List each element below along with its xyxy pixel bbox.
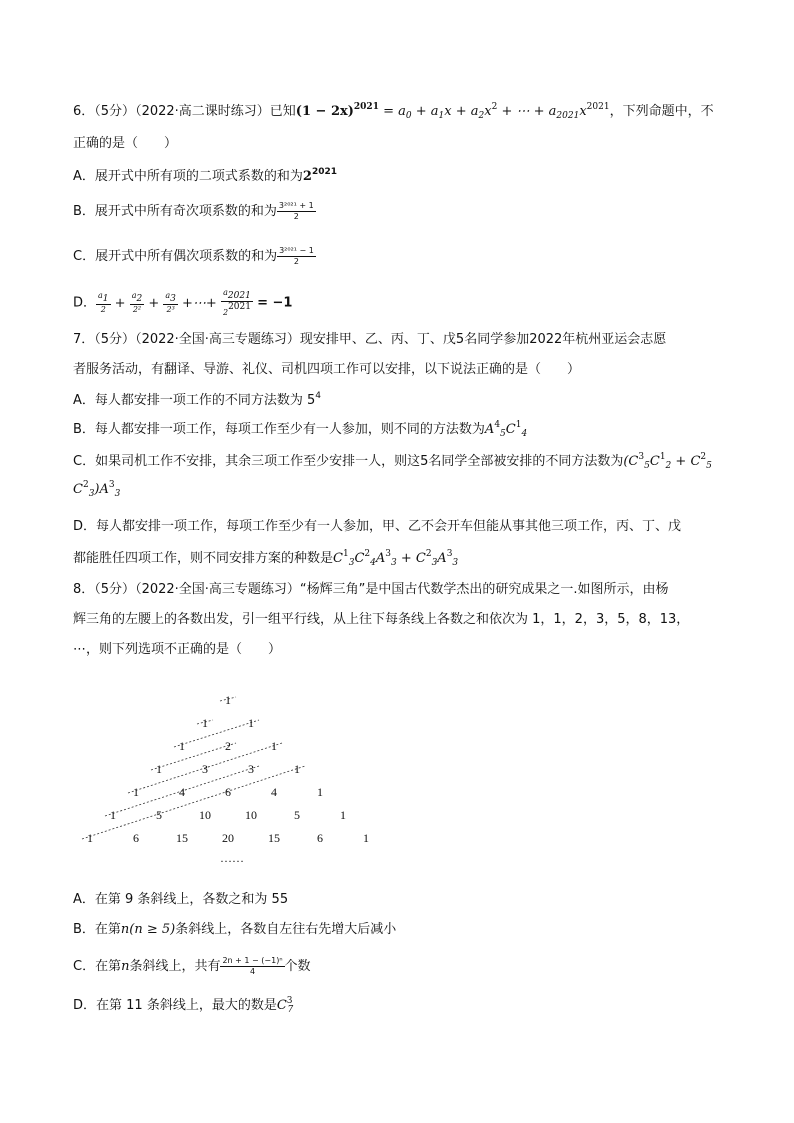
- q6-stem-line2: 正确的是（ ）: [73, 136, 178, 151]
- option-text: A．每人都安排一项工作的不同方法数为 5: [73, 393, 316, 408]
- triangle-number: 1: [294, 762, 300, 776]
- option-label: D．: [73, 295, 97, 311]
- triangle-number: 1: [271, 739, 277, 753]
- question-text: “杨辉三角”是中国古代数学杰出的研究成果之一.如图所示，由杨: [299, 582, 669, 597]
- option-sup: 3: [286, 996, 293, 1006]
- fraction: [277, 246, 316, 267]
- triangle-number: 1: [363, 831, 369, 845]
- yanghui-triangle-figure: [80, 690, 380, 870]
- q8-stem-line2: 辉三角的左腰上的各数出发，引一组平行线，从上往下每条线上各数之和依次为 1，1，2，3，5，8，13，: [73, 612, 690, 627]
- option-math: 2: [302, 169, 312, 184]
- triangle-number: 6: [317, 831, 323, 845]
- question-source: （2022·全国·高三专题练习）: [135, 582, 300, 597]
- triangle-number: 4: [179, 785, 185, 799]
- q7-option-a: [73, 389, 321, 408]
- option-text: A．展开式中所有项的二项式系数的和为: [73, 169, 303, 184]
- denominator: 2: [293, 212, 299, 221]
- q7-option-c-line2: [73, 480, 120, 499]
- triangle-number: 1: [225, 693, 231, 707]
- q7-stem: [73, 328, 666, 347]
- q6-stem: [73, 100, 714, 121]
- triangle-number: 6: [225, 785, 231, 799]
- q6-d-sum: $\frac{a_1}{2}$ + $\frac{a_2}{\text{2²}}$ + $\frac{a_3}{\text{2³}}$ +⋯+ $\frac{a_{2021}}{2^{2021}}$: [98, 288, 251, 317]
- option-text: 条斜线上，各数自左往右先增大后减小: [175, 922, 397, 937]
- q7-option-b: [73, 418, 527, 439]
- option-math: $C^1_3C^2_4A^3_3 + C^2_3A^3_3$: [333, 549, 459, 568]
- question-score: （5分）: [94, 332, 136, 347]
- q8-option-a: A．在第 9 条斜线上，各数之和为 55: [73, 892, 289, 907]
- option-math: $A^4_5C^1_4$: [484, 420, 528, 439]
- q6-option-b: [73, 200, 316, 222]
- triangle-number: 1: [133, 785, 139, 799]
- q7-option-c: [73, 450, 712, 471]
- q8-option-b: [73, 918, 396, 937]
- option-math: = −1: [257, 295, 293, 311]
- denominator: 4: [249, 967, 256, 976]
- triangle-number: 1: [202, 716, 208, 730]
- option-text: C．如果司机工作不安排，其余三项工作至少安排一人，则这5名同学全部被安排的不同方法数为: [73, 454, 624, 469]
- triangle-ellipsis: ……: [220, 851, 244, 865]
- q7-option-d: D．每人都安排一项工作，每项工作至少有一人参加，甲、乙不会开车但能从事其他三项工作，丙、丁、戊: [73, 519, 682, 534]
- option-math: n: [121, 959, 130, 974]
- triangle-number: 5: [294, 808, 300, 822]
- option-text: 条斜线上，共有: [129, 959, 221, 974]
- diagonal-line: [151, 743, 236, 770]
- triangle-number: 20: [222, 831, 234, 845]
- fraction: [220, 956, 284, 977]
- q8-stem-line3: ⋯，则下列选项不正确的是（ ）: [73, 642, 282, 657]
- question-text: 现安排甲、乙、丙、丁、戊5名同学参加2022年杭州亚运会志愿: [299, 332, 667, 347]
- diagonal-line: [174, 720, 259, 747]
- q8-stem: [73, 578, 669, 597]
- numerator: 3²⁰²¹ + 1: [278, 201, 314, 210]
- question-text: ，下列命题中，不: [609, 104, 714, 119]
- option-math-symbol: C: [276, 998, 287, 1013]
- triangle-number: 1: [179, 739, 185, 753]
- triangle-number: 6: [133, 831, 139, 845]
- numerator: 3²⁰²¹ − 1: [279, 246, 314, 255]
- question-text: 已知: [269, 104, 296, 119]
- option-math: ($C^3_5C^1_2 + C^2_5$: [623, 452, 712, 471]
- option-math: [277, 998, 293, 1013]
- question-number: 7．: [73, 332, 95, 347]
- option-exponent: 4: [315, 391, 322, 401]
- triangle-number: 1: [156, 762, 162, 776]
- option-math: n(n ≥ 5): [120, 922, 176, 937]
- question-source: （2022·高二课时练习）: [135, 104, 270, 119]
- q6-option-a: [73, 165, 337, 184]
- q8-option-d: [73, 994, 293, 1015]
- numerator: 2n + 1 − (−1)ⁿ: [222, 956, 283, 965]
- triangle-number: 3: [248, 762, 254, 776]
- q7-stem-line2: 者服务活动，有翻译、导游、礼仪、司机四项工作可以安排，以下说法正确的是（ ）: [73, 362, 581, 377]
- triangle-number: 2: [225, 739, 231, 753]
- triangle-number: 10: [245, 808, 257, 822]
- option-text: 都能胜任四项工作，则不同安排方案的种数是: [73, 551, 334, 566]
- question-score: （5分）: [94, 104, 136, 119]
- q7-option-d-line2: [73, 547, 458, 568]
- option-text: 个数: [284, 959, 311, 974]
- option-math: $C^2_3)A^3_3$: [73, 480, 121, 499]
- option-sub: 7: [287, 1005, 294, 1015]
- option-text: C．在第: [73, 959, 122, 974]
- triangle-number: 15: [176, 831, 188, 845]
- fraction: [277, 201, 316, 222]
- triangle-number: 1: [248, 716, 254, 730]
- option-text: C．展开式中所有偶次项系数的和为: [73, 249, 278, 264]
- option-text: B．每人都安排一项工作，每项工作至少有一人参加，则不同的方法数为: [73, 422, 485, 437]
- triangle-numbers: [87, 693, 369, 845]
- triangle-number: 1: [110, 808, 116, 822]
- option-text: B．在第: [73, 922, 121, 937]
- option-text: D．在第 11 条斜线上，最大的数是: [73, 998, 277, 1013]
- q6-formula: $(1 - 2x)^{2021} = a_0 + a_1x + a_2x^2$ + ⋯ + $a_{2021}x^{2021}$: [295, 102, 610, 121]
- triangle-number: 1: [317, 785, 323, 799]
- q8-option-c: [73, 955, 311, 977]
- triangle-number: 10: [199, 808, 211, 822]
- question-number: 6．: [73, 104, 95, 119]
- denominator: 2: [293, 257, 300, 266]
- option-text: B．展开式中所有奇次项系数的和为: [73, 204, 277, 219]
- question-score: （5分）: [94, 582, 136, 597]
- q6-option-c: [73, 245, 316, 267]
- triangle-number: 5: [156, 808, 162, 822]
- option-exponent: 2021: [311, 167, 338, 177]
- triangle-number: 4: [271, 785, 277, 799]
- triangle-number: 1: [340, 808, 346, 822]
- question-number: 8．: [73, 582, 95, 597]
- triangle-number: 3: [202, 762, 208, 776]
- diagonal-line: [82, 766, 305, 839]
- question-source: （2022·全国·高三专题练习）: [135, 332, 300, 347]
- triangle-number: 1: [87, 831, 93, 845]
- triangle-number: 15: [268, 831, 280, 845]
- q6-option-d: [73, 288, 292, 318]
